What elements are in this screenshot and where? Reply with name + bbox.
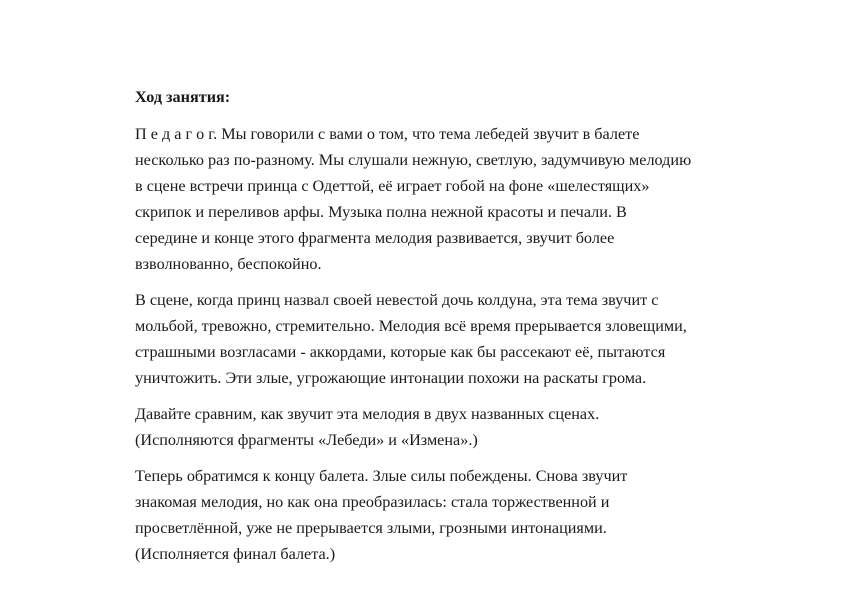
text-line: мольбой, тревожно, стремительно. Мелодия всё время прерывается зловещими, bbox=[135, 317, 687, 335]
text-line: страшными возгласами - аккордами, которые как бы рассекают её, пытаются bbox=[135, 343, 666, 361]
text-line: Теперь обратимся к концу балета. Злые силы побеждены. Снова звучит bbox=[135, 467, 628, 485]
text-line: просветлённой, уже не прерывается злыми, грозными интонациями. bbox=[135, 519, 607, 537]
document-body bbox=[135, 121, 755, 577]
paragraph-ballet-finale bbox=[135, 463, 755, 567]
text-line: в сцене встречи принца с Одеттой, её играет гобой на фоне «шелестящих» bbox=[135, 177, 650, 195]
text-line: взволнованно, беспокойно. bbox=[135, 255, 322, 273]
text-line: (Исполняется финал балета.) bbox=[135, 545, 336, 563]
paragraph-compare-scenes bbox=[135, 401, 755, 453]
text-line: скрипок и переливов арфы. Музыка полна нежной красоты и печали. В bbox=[135, 203, 627, 221]
text-line: несколько раз по-разному. Мы слушали нежную, светлую, задумчивую мелодию bbox=[135, 151, 692, 169]
paragraph-betrothal-scene bbox=[135, 287, 755, 391]
text-line: уничтожить. Эти злые, угрожающие интонации похожи на раскаты грома. bbox=[135, 369, 647, 387]
text-line: (Исполняются фрагменты «Лебеди» и «Измена».) bbox=[135, 431, 478, 449]
text-line: П е д а г о г. Мы говорили с вами о том, что тема лебедей звучит в балете bbox=[135, 125, 640, 143]
text-line: Давайте сравним, как звучит эта мелодия в двух названных сценах. bbox=[135, 405, 600, 423]
text-line: В сцене, когда принц назвал своей невестой дочь колдуна, эта тема звучит с bbox=[135, 291, 659, 309]
text-line: середине и конце этого фрагмента мелодия развивается, звучит более bbox=[135, 229, 615, 247]
text-line: знакомая мелодия, но как она преобразилась: стала торжественной и bbox=[135, 493, 610, 511]
section-heading: Ход занятия: bbox=[135, 88, 231, 106]
paragraph-teacher-intro bbox=[135, 121, 755, 277]
